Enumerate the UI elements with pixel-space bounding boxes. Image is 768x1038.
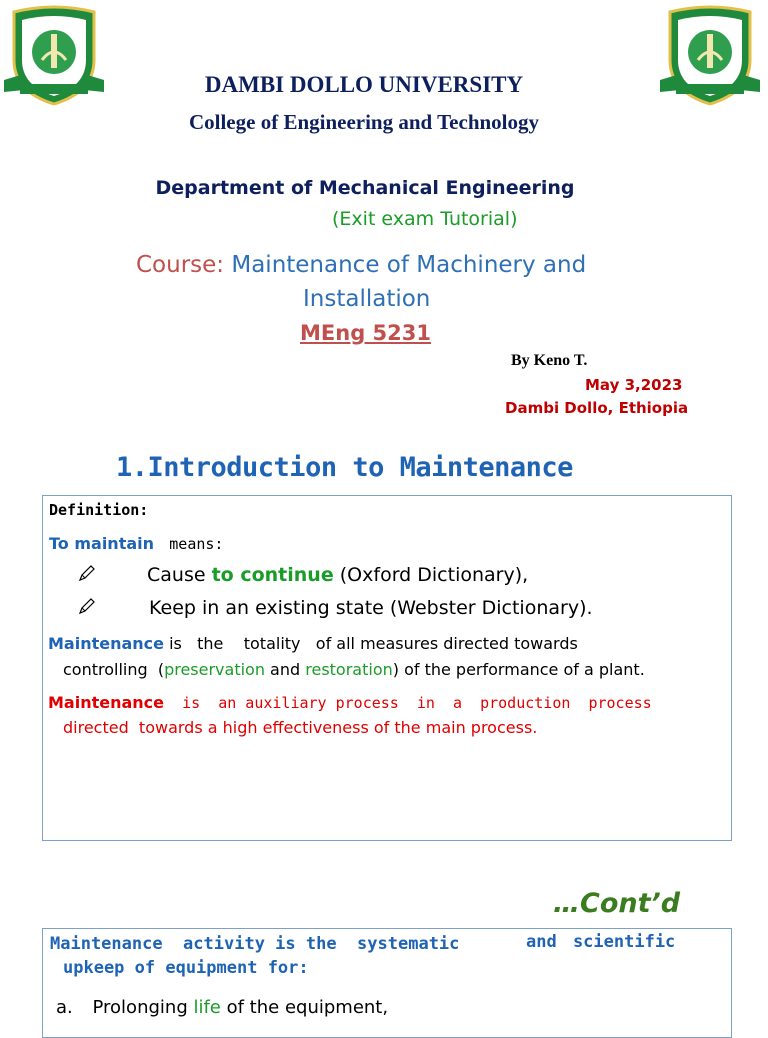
to-maintain-line [49, 534, 223, 553]
maintenance-auxiliary-line1 [48, 693, 652, 712]
location: Dambi Dollo, Ethiopia [505, 399, 689, 417]
list-marker: a. [56, 997, 73, 1018]
pencil-icon [78, 597, 96, 615]
activity-intro-line2: upkeep of equipment for: [63, 958, 309, 978]
to-maintain-rest: means: [169, 535, 224, 553]
bullet-highlight: to continue [211, 564, 334, 586]
author: By Keno T. [511, 352, 588, 369]
maintenance-auxiliary-line2: directed towards a high effectiveness of the main process. [63, 718, 538, 737]
exam-subtitle: (Exit exam Tutorial) [332, 208, 518, 230]
activity-intro-line1-tail: and scientific [526, 932, 676, 952]
list-text: Prolonging [92, 997, 194, 1018]
para-text: controlling ( [63, 660, 165, 679]
para-text: and [264, 660, 306, 679]
continued-heading: …Cont’d [553, 888, 681, 919]
course-line-1 [136, 252, 586, 278]
list-highlight: life [193, 997, 221, 1018]
maintenance-key: Maintenance [48, 693, 165, 712]
college-name: College of Engineering and Technology [188, 110, 540, 134]
course-code: MEng 5231 [300, 321, 431, 345]
list-text: of the equipment, [220, 997, 389, 1018]
pencil-icon [78, 564, 96, 582]
para-text: is the totality of all measures directed towards [164, 634, 578, 653]
list-item [56, 997, 388, 1018]
activity-intro-line1: Maintenance activity is the systematic [50, 934, 460, 954]
para-text: ) of the performance of a plant. [392, 660, 645, 679]
date: May 3,2023 [585, 376, 683, 394]
university-name: DAMBI DOLLO UNIVERSITY [204, 72, 524, 97]
definition-label: Definition: [49, 501, 149, 519]
course-title-part2: Installation [303, 286, 431, 312]
section-heading: 1.Introduction to Maintenance [116, 452, 573, 483]
department-name: Department of Mechanical Engineering [155, 177, 575, 199]
maintenance-definition-line2 [63, 660, 645, 679]
bullet-item: Keep in an existing state (Webster Dictionary). [149, 597, 593, 619]
bullet-item [147, 564, 528, 586]
restoration-term: restoration [305, 660, 393, 679]
para-text: is an auxiliary process in a production process [164, 694, 652, 712]
course-title-part1: Maintenance of Machinery and [231, 252, 587, 278]
maintenance-key: Maintenance [48, 634, 165, 653]
maintenance-definition-line1 [48, 634, 578, 653]
to-maintain-key: To maintain [49, 534, 155, 553]
preservation-term: preservation [164, 660, 265, 679]
bullet-text: (Oxford Dictionary), [333, 564, 529, 586]
course-label: Course: [136, 252, 225, 278]
bullet-text: Cause [147, 564, 212, 586]
